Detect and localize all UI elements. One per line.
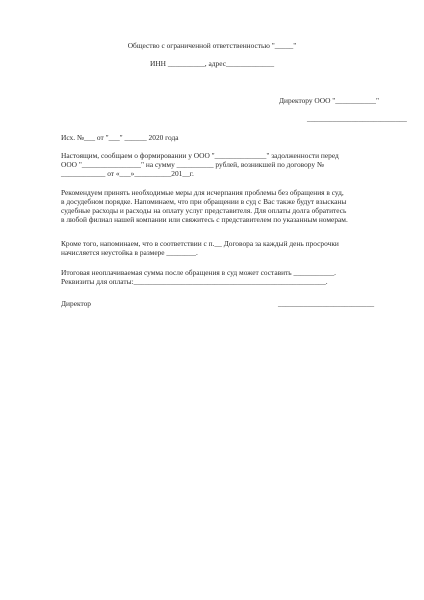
paragraph-text: ООО "________________" на сумму __________ рублей, возникшей по договору № [61,160,324,169]
paragraph-text: Реквизиты для оплаты:____________________________________________________. [61,277,328,286]
paragraph-line [61,160,393,169]
addressee-director-line: Директору ООО "___________" [279,96,379,105]
paragraph-line [61,239,393,248]
paragraph-total-and-requisites [61,268,393,286]
paragraph-text: судебные расходы и расходы на оплату услуг представителя. Для оплаты долга обратитесь [61,206,347,215]
signature-blank-line: __________________________ [278,299,375,308]
paragraph-text: начисляется неустойка в размере ________. [61,248,198,257]
company-line: Общество с ограниченной ответственностью "_____" [127,41,297,50]
paragraph-text: Настоящим, сообщаем о формировании у ООО "______________" задолженности перед [61,151,339,160]
paragraph-line [61,206,393,215]
paragraph-line [61,188,393,197]
paragraph-text: Рекомендуем принять необходимые меры для исчерпания проблемы без обращения в суд, [61,188,344,197]
paragraph-line [61,248,393,257]
paragraph-text: ____________ от «___»__________201__г. [61,169,194,178]
paragraph-line [61,215,393,224]
paragraph-penalty [61,239,393,257]
paragraph-line [61,277,393,286]
paragraph-text: Итоговая неоплачиваемая сумма после обращения в суд может составить ___________. [61,268,337,277]
paragraph-recommendation [61,188,393,224]
paragraph-text: Кроме того, напоминаем, что в соответствии с п.__ Договора за каждый день просрочки [61,239,339,248]
paragraph-text: в досудебном порядке. Напоминаем, что при обращении в суд с Вас также будут взысканы [61,197,347,206]
paragraph-text: в любой филиал нашей компании или свяжитесь с представителем по указанным номерам. [61,215,348,224]
paragraph-line [61,197,393,206]
paragraph-line [61,169,393,178]
signature-title: Директор [61,299,91,308]
paragraph-debt-notice [61,151,393,178]
paragraph-line [61,268,393,277]
addressee-blank-line: ___________________________ [307,114,407,123]
outgoing-reference: Исх. №___ от "___" ______ 2020 года [61,133,179,142]
inn-address-line: ИНН __________, адрес_____________ [149,59,275,68]
paragraph-line [61,151,393,160]
